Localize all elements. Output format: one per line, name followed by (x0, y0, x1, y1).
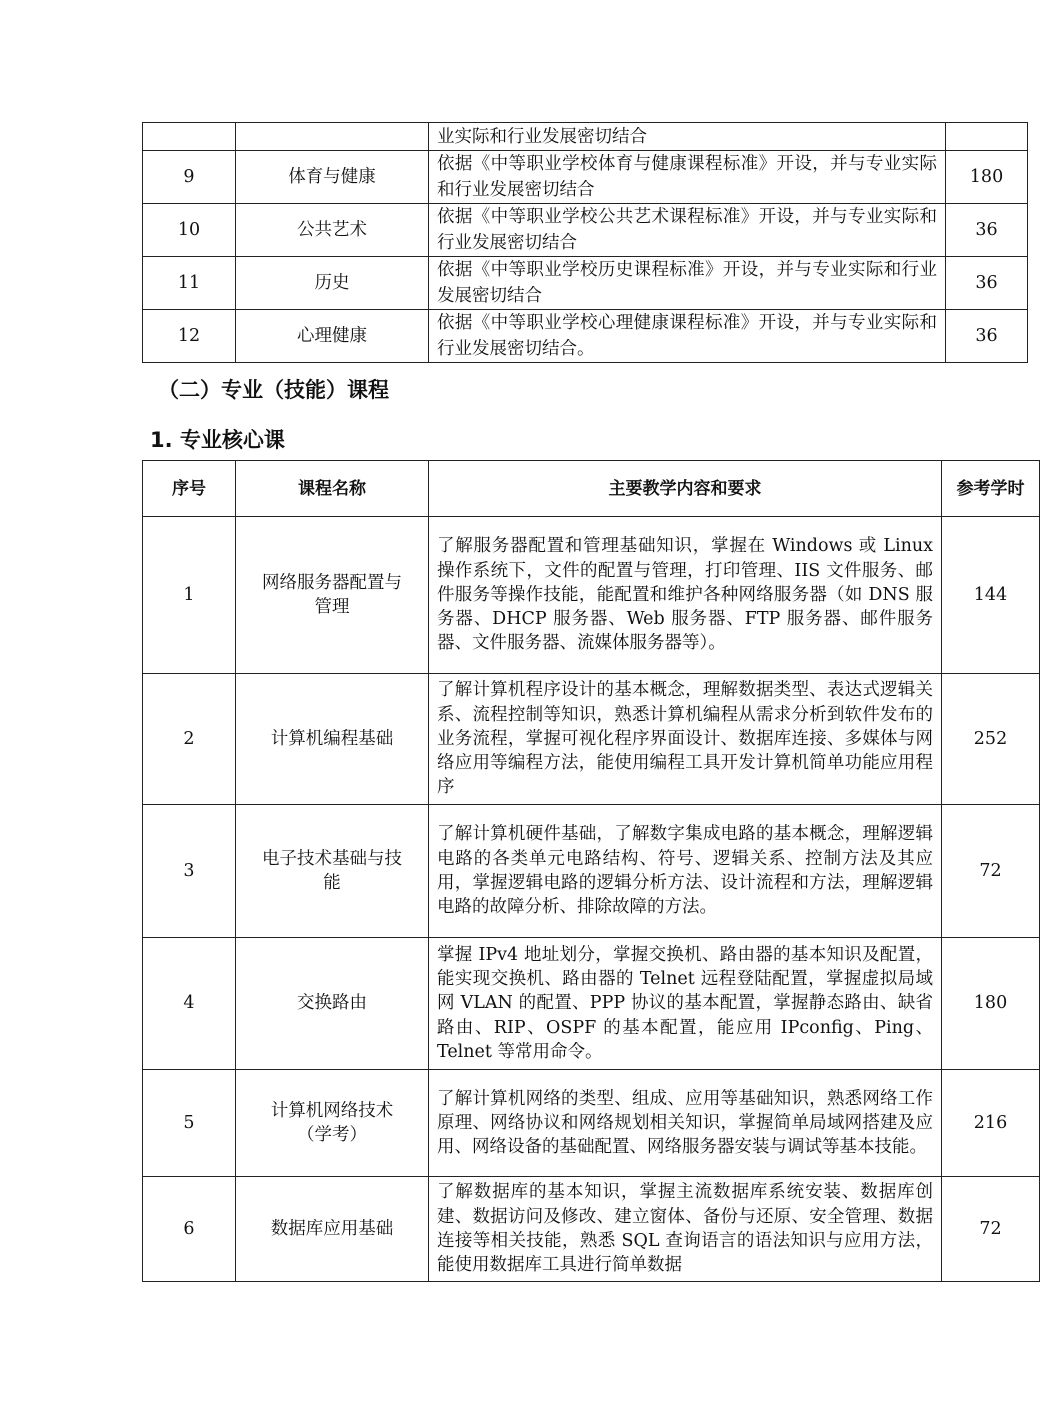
table-row (143, 151, 1028, 204)
table-row (143, 204, 1028, 257)
course-hours: 252 (942, 674, 1040, 805)
course-hours: 36 (946, 204, 1028, 257)
course-number: 10 (143, 204, 236, 257)
course-content: 依据《中等职业学校公共艺术课程标准》开设，并与专业实际和行业发展密切结合 (429, 204, 946, 257)
course-content: 依据《中等职业学校体育与健康课程标准》开设，并与专业实际和行业发展密切结合 (429, 151, 946, 204)
table-row (143, 517, 1040, 674)
course-content: 了解计算机网络的类型、组成、应用等基础知识，熟悉网络工作原理、网络协议和网络规划相关知识，掌握简单局域网搭建及应用、网络设备的基础配置、网络服务器安装与调试等基本技能。 (429, 1070, 942, 1177)
course-number: 3 (143, 805, 236, 938)
course-name: 体育与健康 (236, 151, 429, 204)
header-hours: 参考学时 (942, 461, 1040, 517)
course-content: 了解数据库的基本知识，掌握主流数据库系统安装、数据库创建、数据访问及修改、建立窗体、备份与还原、安全管理、数据连接等相关技能，熟悉 SQL 查询语言的语法知识与应用方法，能使用数据库工具进行简单数据 (429, 1177, 942, 1282)
course-hours: 72 (942, 1177, 1040, 1282)
course-hours: 36 (946, 257, 1028, 310)
table-row (143, 938, 1040, 1070)
course-name: 心理健康 (236, 310, 429, 363)
table-row (143, 123, 1028, 151)
course-hours: 180 (946, 151, 1028, 204)
course-number: 5 (143, 1070, 236, 1177)
course-name: 电子技术基础与技能 (236, 805, 429, 938)
subsection-heading: 1. 专业核心课 (150, 428, 285, 452)
header-number: 序号 (143, 461, 236, 517)
course-name: 计算机网络技术（学考） (236, 1070, 429, 1177)
table-row (143, 805, 1040, 938)
course-hours: 72 (942, 805, 1040, 938)
general-course-table (142, 122, 1028, 363)
table-row (143, 1070, 1040, 1177)
section-heading: （二）专业（技能）课程 (158, 378, 389, 402)
table-row (143, 674, 1040, 805)
course-number: 11 (143, 257, 236, 310)
course-hours: 144 (942, 517, 1040, 674)
course-content: 了解服务器配置和管理基础知识，掌握在 Windows 或 Linux 操作系统下，文件的配置与管理，打印管理、IIS 文件服务、邮件服务等操作技能，能配置和维护各种网络服务器（如 DNS 服务器、DHCP 服务器、Web 服务器、FTP 服务器、邮件服务器、文件服务器、流媒体服务器等）。 (429, 517, 942, 674)
core-course-table (142, 460, 1040, 1282)
course-content: 依据《中等职业学校历史课程标准》开设，并与专业实际和行业发展密切结合 (429, 257, 946, 310)
course-name: 历史 (236, 257, 429, 310)
course-content: 了解计算机程序设计的基本概念，理解数据类型、表达式逻辑关系、流程控制等知识，熟悉计算机编程从需求分析到软件发布的业务流程，掌握可视化程序界面设计、数据库连接、多媒体与网络应用等编程方法，能使用编程工具开发计算机简单功能应用程序 (429, 674, 942, 805)
course-content: 了解计算机硬件基础，了解数字集成电路的基本概念，理解逻辑电路的各类单元电路结构、符号、逻辑关系、控制方法及其应用，掌握逻辑电路的逻辑分析方法、设计流程和方法，理解逻辑电路的故障分析、排除故障的方法。 (429, 805, 942, 938)
header-content: 主要教学内容和要求 (429, 461, 942, 517)
course-hours: 180 (942, 938, 1040, 1070)
table-row (143, 1177, 1040, 1282)
course-content: 业实际和行业发展密切结合 (429, 123, 946, 151)
course-number: 2 (143, 674, 236, 805)
course-name: 数据库应用基础 (236, 1177, 429, 1282)
table-row (143, 310, 1028, 363)
course-name: 交换路由 (236, 938, 429, 1070)
course-hours: 36 (946, 310, 1028, 363)
course-name (236, 123, 429, 151)
course-number (143, 123, 236, 151)
course-name: 计算机编程基础 (236, 674, 429, 805)
course-content: 掌握 IPv4 地址划分，掌握交换机、路由器的基本知识及配置，能实现交换机、路由器的 Telnet 远程登陆配置，掌握虚拟局域网 VLAN 的配置、PPP 协议的基本配置，掌握静态路由、缺省路由、RIP、OSPF 的基本配置，能应用 IPconfig、Ping、Telnet 等常用命令。 (429, 938, 942, 1070)
course-number: 6 (143, 1177, 236, 1282)
course-hours (946, 123, 1028, 151)
course-number: 12 (143, 310, 236, 363)
course-content: 依据《中等职业学校心理健康课程标准》开设，并与专业实际和行业发展密切结合。 (429, 310, 946, 363)
course-number: 4 (143, 938, 236, 1070)
course-number: 9 (143, 151, 236, 204)
course-name: 网络服务器配置与管理 (236, 517, 429, 674)
table-row (143, 257, 1028, 310)
course-hours: 216 (942, 1070, 1040, 1177)
course-number: 1 (143, 517, 236, 674)
table-header-row (143, 461, 1040, 517)
header-course-name: 课程名称 (236, 461, 429, 517)
course-name: 公共艺术 (236, 204, 429, 257)
